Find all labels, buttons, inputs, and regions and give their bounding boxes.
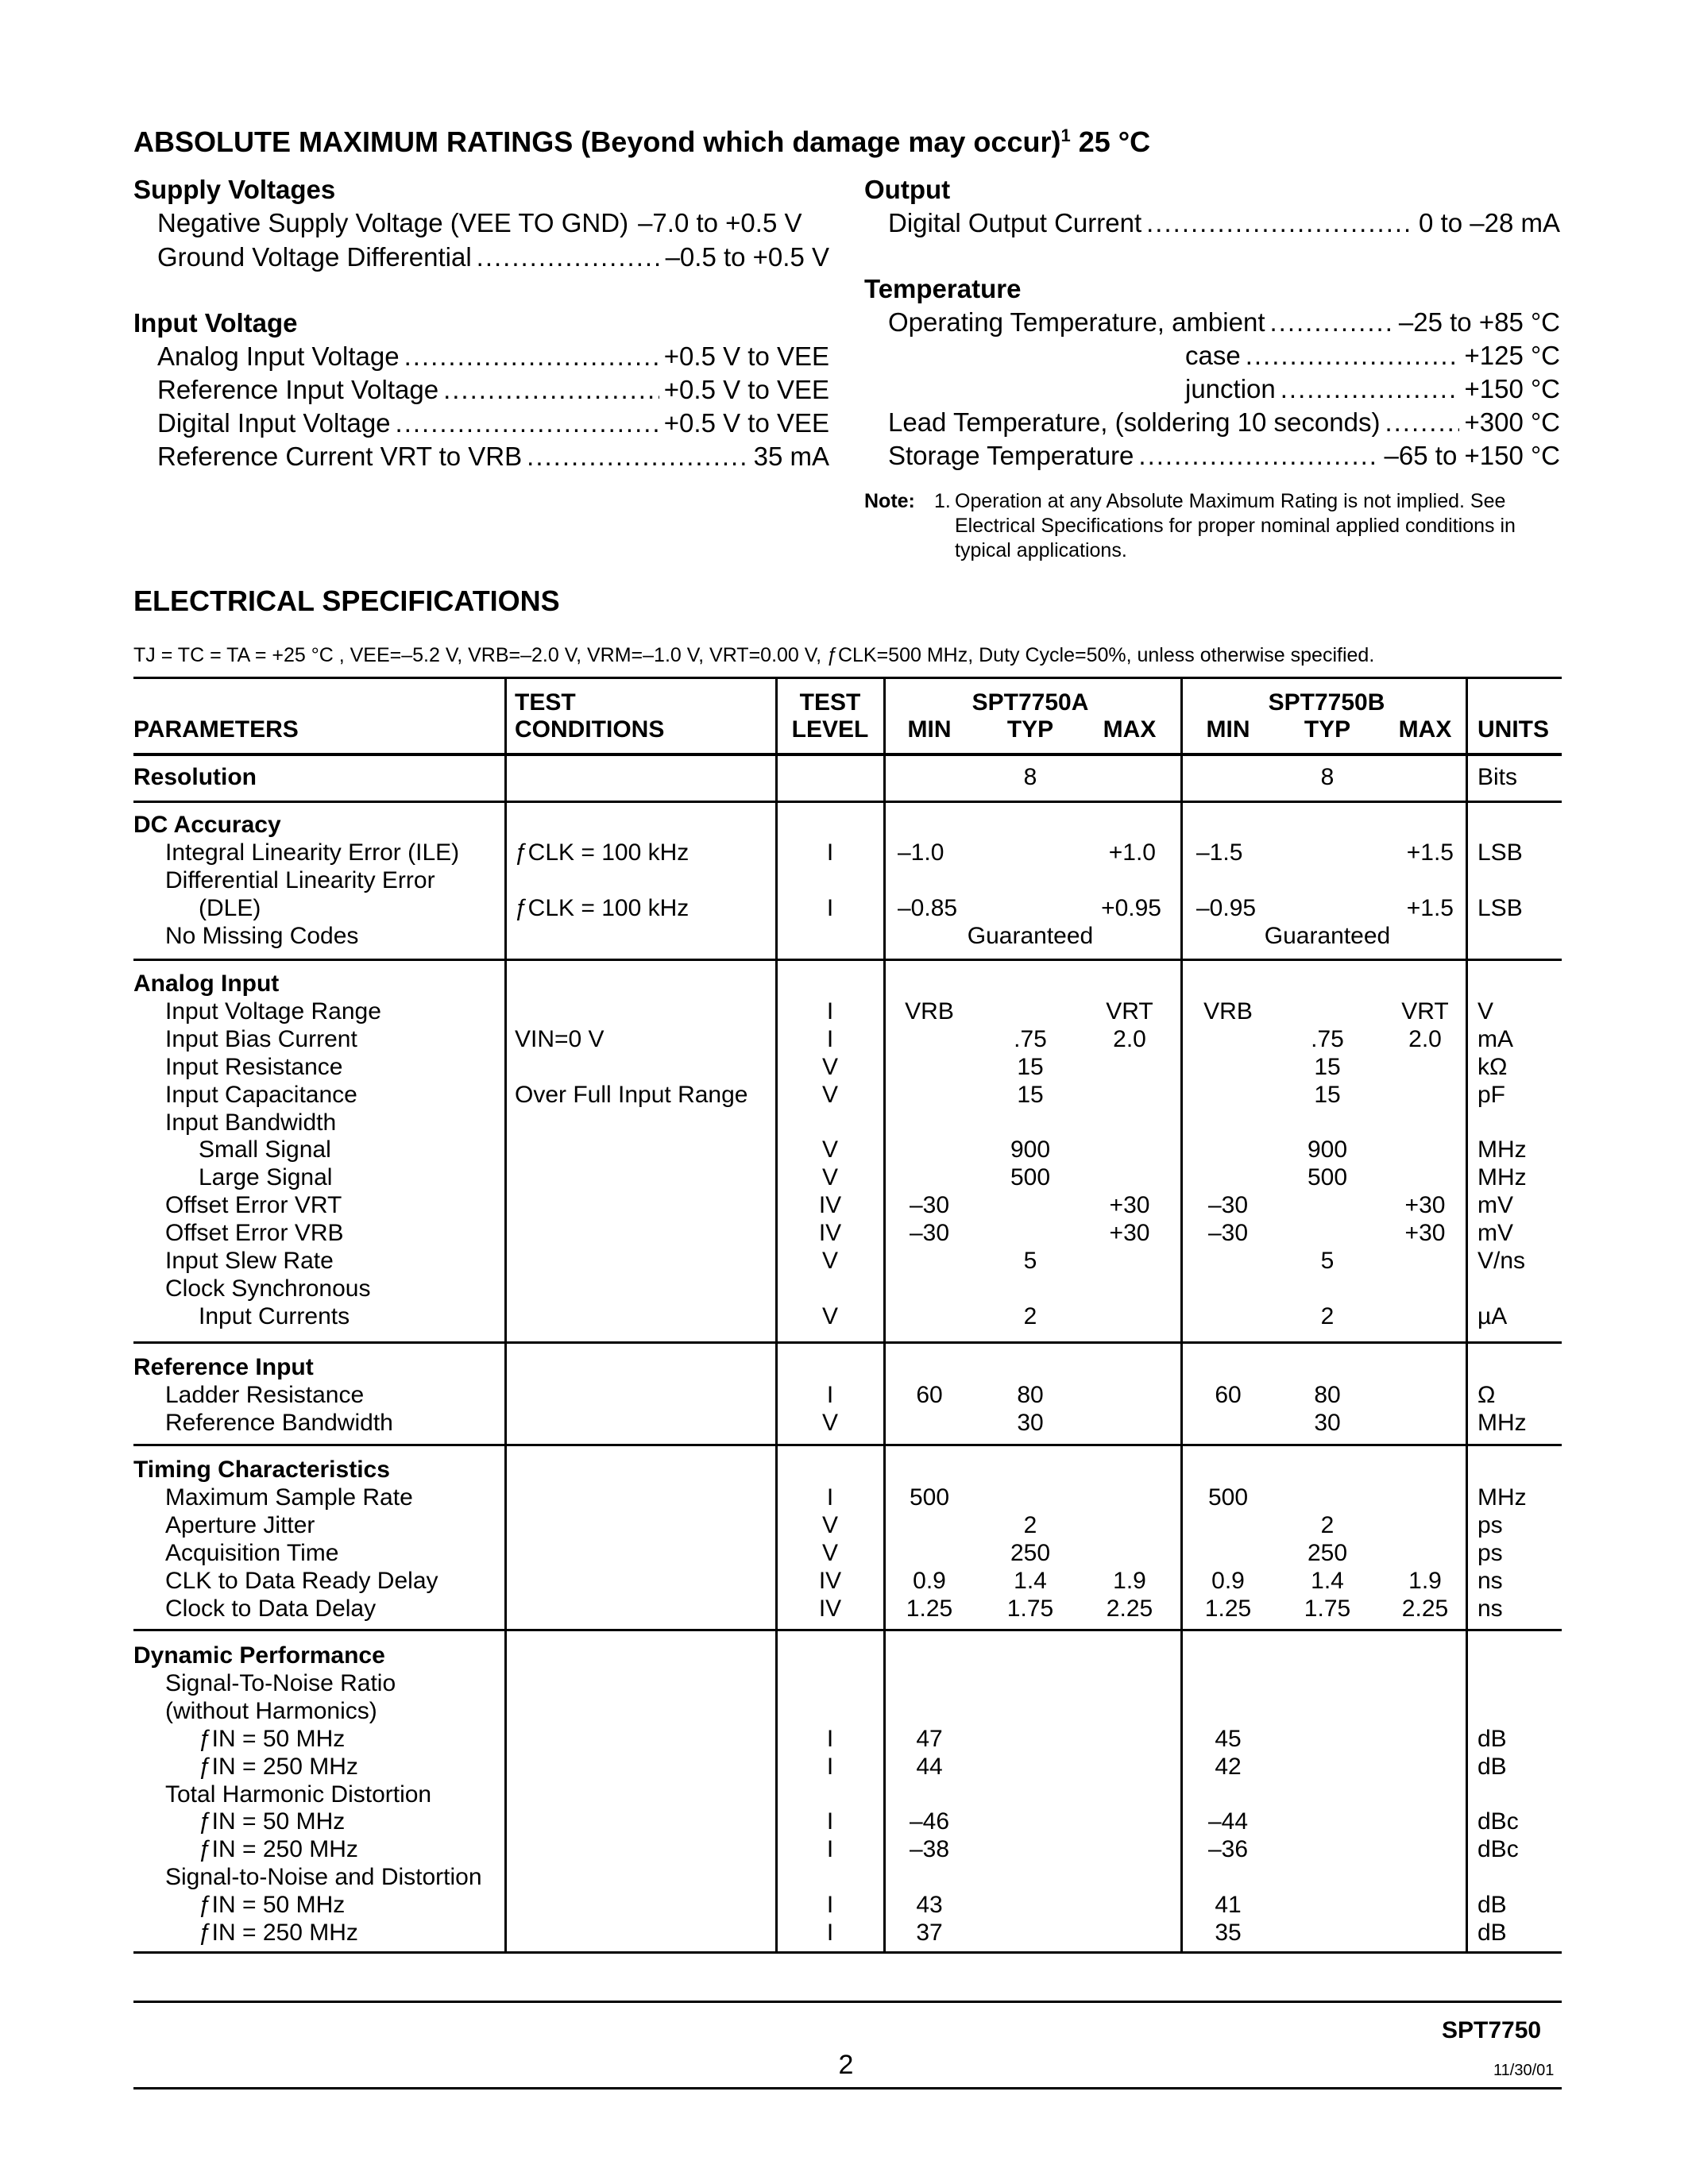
param-label: Clock to Data Delay (165, 1596, 377, 1622)
unit: MHz (1477, 1410, 1527, 1436)
header-test-conditions: TEST (515, 689, 576, 716)
param-label: Small Signal (199, 1136, 331, 1163)
dle-a-min: –0.85 (898, 895, 958, 921)
value-a-min: VRB (905, 998, 954, 1024)
value-a-max: 2.25 (1106, 1596, 1153, 1622)
ile-level: I (826, 839, 834, 866)
header-test-conditions: CONDITIONS (515, 716, 665, 743)
value-a-typ: 5 (1023, 1248, 1037, 1274)
value-b-min: VRB (1203, 998, 1253, 1024)
resolution-label: Resolution (133, 764, 257, 790)
rating-row: Reference Input Voltage ..... +0.5 V to VEE (157, 375, 829, 405)
value-b-typ: 2 (1320, 1512, 1335, 1538)
test-level: IV (818, 1192, 842, 1218)
row-rule (133, 1444, 1562, 1446)
rating-row: Ground Voltage Differential ..... –0.5 to +0.5 V (157, 242, 829, 272)
unit: Ω (1477, 1382, 1496, 1408)
row-rule (133, 1629, 1562, 1631)
table-bottom-rule (133, 1951, 1562, 1954)
footer-bottom-rule (133, 2087, 1562, 2089)
rating-row: Digital Output Current ..... 0 to –28 mA (888, 208, 1560, 238)
value-b-min: –30 (1207, 1220, 1249, 1246)
dle-level: I (826, 895, 834, 921)
col-divider (504, 677, 507, 1952)
unit: dB (1477, 1920, 1507, 1946)
param-label: ƒIN = 50 MHz (199, 1808, 346, 1835)
header-typ: TYP (1006, 716, 1054, 743)
ile-label: Integral Linearity Error (ILE) (165, 839, 460, 866)
param-label: Input Resistance (165, 1054, 343, 1080)
col-divider (775, 677, 778, 1952)
test-level: V (821, 1136, 839, 1163)
value-b-typ: 15 (1314, 1054, 1341, 1080)
unit: ps (1477, 1512, 1503, 1538)
value-a-max: +30 (1109, 1192, 1150, 1218)
page-number: 2 (838, 2050, 854, 2080)
note-text: Operation at any Absolute Maximum Rating is not implied. See Electrical Specifications for proper nominal applied conditions in typical applications. (955, 490, 1516, 561)
test-level: IV (818, 1596, 842, 1622)
header-part-b: SPT7750B (1268, 689, 1385, 716)
param-label: Input Bandwidth (165, 1109, 337, 1136)
rating-row: Analog Input Voltage ..... +0.5 V to VEE (157, 341, 829, 372)
value-a-typ: 1.4 (1014, 1568, 1047, 1594)
ile-a-max: +1.0 (1108, 839, 1156, 866)
value-a-max: +30 (1109, 1220, 1150, 1246)
temperature-heading: Temperature (864, 274, 1022, 303)
test-level: V (821, 1082, 839, 1108)
value-b-typ: 900 (1307, 1136, 1348, 1163)
value-a-min: –46 (909, 1808, 950, 1835)
supply-heading: Supply Voltages (133, 175, 336, 204)
dle-unit: LSB (1477, 895, 1523, 921)
value-a-min: –30 (909, 1220, 950, 1246)
param-label: Maximum Sample Rate (165, 1484, 413, 1511)
row-rule (133, 801, 1562, 803)
header-max: MAX (1398, 716, 1452, 743)
value-a-min: 43 (916, 1892, 943, 1918)
value-a-typ: 500 (1010, 1164, 1051, 1190)
rating-row: Storage Temperature ..... –65 to +150 °C (888, 441, 1560, 471)
dc-accuracy-heading: DC Accuracy (133, 812, 281, 838)
value-b-min: 45 (1215, 1726, 1242, 1752)
value-b-min: –30 (1207, 1192, 1249, 1218)
resolution-b: 8 (1320, 764, 1335, 790)
ile-b-min: –1.5 (1196, 839, 1243, 866)
amr-title: ABSOLUTE MAXIMUM RATINGS (Beyond which damage may occur)$^1$ 25 °C (133, 125, 1151, 158)
value-a-typ: 2 (1023, 1303, 1037, 1329)
value-b-min: 35 (1215, 1920, 1242, 1946)
unit: kΩ (1477, 1054, 1508, 1080)
unit: mA (1477, 1026, 1513, 1052)
value-a-min: 60 (916, 1382, 943, 1408)
value-b-max: VRT (1401, 998, 1449, 1024)
param-label: Total Harmonic Distortion (165, 1781, 432, 1808)
note-label: Note: (864, 490, 915, 512)
dle-b-max: +1.5 (1406, 895, 1454, 921)
value-b-typ: 5 (1320, 1248, 1335, 1274)
test-level: I (826, 1808, 834, 1835)
rating-row: Digital Input Voltage ..... +0.5 V to VEE (157, 408, 829, 438)
unit: V (1477, 998, 1494, 1024)
unit: MHz (1477, 1136, 1527, 1163)
test-level: I (826, 1026, 834, 1052)
value-b-min: 60 (1215, 1382, 1242, 1408)
table-top-rule (133, 677, 1562, 679)
value-b-min: –36 (1207, 1836, 1249, 1862)
value-a-typ: 2 (1023, 1512, 1037, 1538)
value-b-min: 41 (1215, 1892, 1242, 1918)
footer-top-rule (133, 2001, 1562, 2003)
param-label: Aperture Jitter (165, 1512, 315, 1538)
value-b-min: 42 (1215, 1754, 1242, 1780)
row-rule (133, 1341, 1562, 1344)
param-label: Signal-to-Noise and Distortion (165, 1864, 482, 1890)
header-parameters: PARAMETERS (133, 716, 299, 743)
unit: V/ns (1477, 1248, 1526, 1274)
unit: dBc (1477, 1836, 1519, 1862)
value-b-typ: 500 (1307, 1164, 1348, 1190)
header-max: MAX (1103, 716, 1157, 743)
rating-row: Reference Current VRT to VRB ..... 35 mA (157, 442, 829, 472)
value-b-typ: 1.75 (1304, 1596, 1351, 1622)
value-b-max: 1.9 (1408, 1568, 1442, 1594)
header-typ: TYP (1304, 716, 1351, 743)
value-a-min: 47 (916, 1726, 943, 1752)
rating-row: Operating Temperature, ambient ..... –25 to +85 °C (888, 307, 1560, 338)
footer-date: 11/30/01 (1493, 2062, 1555, 2079)
unit: ns (1477, 1568, 1503, 1594)
output-heading: Output (864, 175, 951, 204)
param-label: ƒIN = 50 MHz (199, 1726, 346, 1752)
test-level: V (821, 1512, 839, 1538)
dle-label-cont: (DLE) (199, 895, 261, 921)
unit: dBc (1477, 1808, 1519, 1835)
param-label: Input Bias Current (165, 1026, 357, 1052)
test-level: I (826, 998, 834, 1024)
value-b-max: 2.25 (1401, 1596, 1449, 1622)
value-a-min: 37 (916, 1920, 943, 1946)
ile-condition: ƒCLK = 100 kHz (515, 839, 689, 866)
param-label: Input Currents (199, 1303, 350, 1329)
test-level: V (821, 1054, 839, 1080)
input-voltage-heading: Input Voltage (133, 308, 298, 338)
rating-row: case ..... +125 °C (1185, 341, 1560, 371)
test-level: IV (818, 1220, 842, 1246)
nmc-b: Guaranteed (1264, 923, 1391, 949)
rating-row: Negative Supply Voltage (VEE TO GND) –7.0 to +0.5 V (157, 208, 802, 237)
es-conditions: TJ = TC = TA = +25 °C , VEE=–5.2 V, VRB=–2.0 V, VRM=–1.0 V, VRT=0.00 V, ƒCLK=500 MHz, Duty Cycle=50%, unless otherwise specified. (133, 644, 1375, 666)
param-label: CLK to Data Ready Delay (165, 1568, 438, 1594)
value-a-typ: 15 (1017, 1054, 1044, 1080)
header-test-level: LEVEL (791, 716, 869, 743)
test-level: I (826, 1892, 834, 1918)
param-label: Offset Error VRB (165, 1220, 344, 1246)
test-level: V (821, 1164, 839, 1190)
dle-b-min: –0.95 (1196, 895, 1257, 921)
param-label: Acquisition Time (165, 1540, 339, 1566)
value-a-min: 1.25 (906, 1596, 953, 1622)
nmc-a: Guaranteed (967, 923, 1094, 949)
value-a-min: 44 (916, 1754, 943, 1780)
value-b-typ: 80 (1314, 1382, 1341, 1408)
test-level: V (821, 1303, 839, 1329)
test-level: I (826, 1920, 834, 1946)
header-part-a: SPT7750A (971, 689, 1089, 716)
test-level: V (821, 1248, 839, 1274)
param-label: Input Voltage Range (165, 998, 381, 1024)
param-label: Input Slew Rate (165, 1248, 334, 1274)
ile-a-min: –1.0 (898, 839, 944, 866)
ile-unit: LSB (1477, 839, 1523, 866)
param-label: Offset Error VRT (165, 1192, 342, 1218)
col-divider (1466, 677, 1468, 1952)
unit: pF (1477, 1082, 1506, 1108)
footer-product: SPT7750 (1442, 2017, 1542, 2043)
param-label: ƒIN = 250 MHz (199, 1920, 358, 1946)
resolution-a: 8 (1023, 764, 1037, 790)
value-b-min: 0.9 (1211, 1568, 1245, 1594)
value-a-typ: 15 (1017, 1082, 1044, 1108)
unit: dB (1477, 1754, 1507, 1780)
value-b-typ: 2 (1320, 1303, 1335, 1329)
row-rule (133, 959, 1562, 961)
test-level: I (826, 1484, 834, 1511)
resolution-unit: Bits (1477, 764, 1518, 790)
param-label: ƒIN = 250 MHz (199, 1836, 358, 1862)
value-b-typ: 1.4 (1311, 1568, 1344, 1594)
test-level: V (821, 1540, 839, 1566)
unit: MHz (1477, 1164, 1527, 1190)
param-label: Input Capacitance (165, 1082, 357, 1108)
value-b-max: +30 (1404, 1220, 1446, 1246)
col-divider (883, 677, 886, 1952)
nmc-label: No Missing Codes (165, 923, 359, 949)
value-a-typ: 900 (1010, 1136, 1051, 1163)
col-divider (1180, 677, 1183, 1952)
param-label: Large Signal (199, 1164, 333, 1190)
value-a-max: VRT (1106, 998, 1153, 1024)
test-level: I (826, 1754, 834, 1780)
value-b-min: 500 (1207, 1484, 1249, 1511)
param-label: ƒIN = 250 MHz (199, 1754, 358, 1780)
dle-a-max: +0.95 (1101, 895, 1161, 921)
unit: µA (1477, 1303, 1508, 1329)
value-a-typ: 250 (1010, 1540, 1051, 1566)
header-units: UNITS (1477, 716, 1549, 743)
param-label: ƒIN = 50 MHz (199, 1892, 346, 1918)
rating-row: Lead Temperature, (soldering 10 seconds) ..... +300 °C (888, 407, 1560, 438)
value-a-typ: .75 (1014, 1026, 1047, 1052)
ile-b-max: +1.5 (1406, 839, 1454, 866)
unit: ps (1477, 1540, 1503, 1566)
param-label: Reference Bandwidth (165, 1410, 393, 1436)
header-min: MIN (907, 716, 952, 743)
note-number: 1. (934, 490, 951, 512)
value-a-typ: 80 (1017, 1382, 1044, 1408)
value-a-typ: 30 (1017, 1410, 1044, 1436)
value-a-min: –38 (909, 1836, 950, 1862)
param-label: Ladder Resistance (165, 1382, 365, 1408)
test-level: I (826, 1836, 834, 1862)
unit: mV (1477, 1192, 1513, 1218)
value-b-max: +30 (1404, 1192, 1446, 1218)
param-label: Signal-To-Noise Ratio (165, 1670, 396, 1696)
dynamic-heading: Dynamic Performance (133, 1642, 385, 1669)
test-condition: Over Full Input Range (515, 1082, 748, 1108)
unit: ns (1477, 1596, 1503, 1622)
dle-label: Differential Linearity Error (165, 867, 435, 893)
reference-heading: Reference Input (133, 1354, 314, 1380)
value-a-typ: 1.75 (1006, 1596, 1054, 1622)
value-a-max: 2.0 (1113, 1026, 1146, 1052)
value-b-max: 2.0 (1408, 1026, 1442, 1052)
timing-heading: Timing Characteristics (133, 1457, 390, 1483)
value-a-max: 1.9 (1113, 1568, 1146, 1594)
analog-heading: Analog Input (133, 970, 280, 997)
value-a-min: 500 (909, 1484, 950, 1511)
unit: mV (1477, 1220, 1513, 1246)
value-b-min: –44 (1207, 1808, 1249, 1835)
test-level: IV (818, 1568, 842, 1594)
value-b-min: 1.25 (1204, 1596, 1252, 1622)
value-b-typ: 15 (1314, 1082, 1341, 1108)
dle-condition: ƒCLK = 100 kHz (515, 895, 689, 921)
param-label: Clock Synchronous (165, 1275, 371, 1302)
table-header-rule (133, 753, 1562, 756)
test-level: I (826, 1382, 834, 1408)
header-min: MIN (1206, 716, 1250, 743)
value-a-min: –30 (909, 1192, 950, 1218)
unit: dB (1477, 1726, 1507, 1752)
rating-row: junction ..... +150 °C (1185, 374, 1560, 404)
unit: MHz (1477, 1484, 1527, 1511)
test-level: I (826, 1726, 834, 1752)
unit: dB (1477, 1892, 1507, 1918)
value-b-typ: .75 (1311, 1026, 1344, 1052)
param-label: (without Harmonics) (165, 1698, 377, 1724)
es-title: ELECTRICAL SPECIFICATIONS (133, 585, 560, 617)
value-a-min: 0.9 (913, 1568, 946, 1594)
test-condition: VIN=0 V (515, 1026, 605, 1052)
test-level: V (821, 1410, 839, 1436)
header-test-level: TEST (799, 689, 861, 716)
value-b-typ: 30 (1314, 1410, 1341, 1436)
value-b-typ: 250 (1307, 1540, 1348, 1566)
